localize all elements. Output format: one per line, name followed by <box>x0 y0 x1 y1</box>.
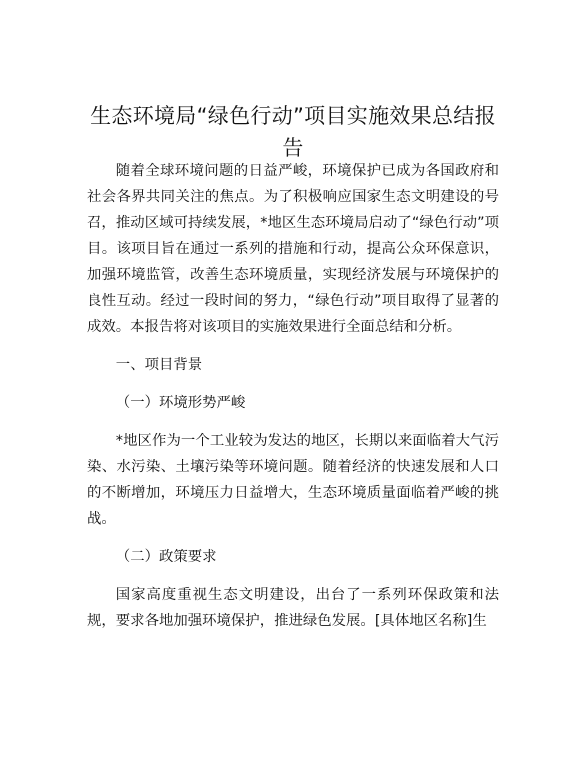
subsection-heading-environment-situation: （一）环境形势严峻 <box>115 395 246 411</box>
section-heading-project-background: 一、项目背景 <box>115 357 203 373</box>
policy-requirements-paragraph: 国家高度重视生态文明建设，出台了一系列环保政策和法规，要求各地加强环境保护，推进绿色发展。[具体地区名称]生 <box>87 587 499 629</box>
intro-paragraph: 随着全球环境问题的日益严峻，环境保护已成为各国政府和社会各界共同关注的焦点。为了积极响应国家生态文明建设的号召，推动区域可持续发展，*地区生态环境局启动了“绿色行动”项目。该项目旨在通过一系列的措施和行动，提高公众环保意识，加强环境监管，改善生态环境质量，实现经济发展与环境保护的良性互动。经过一段时间的努力，“绿色行动”项目取得了显著的成效。本报告将对该项目的实施效果进行全面总结和分析。 <box>87 163 499 335</box>
document-title: 生态环境局“绿色行动”项目实施效果总结报告 <box>90 104 496 160</box>
document-body <box>87 158 499 634</box>
environment-situation-paragraph: *地区作为一个工业较为发达的地区，长期以来面临着大气污染、水污染、土壤污染等环境问题。随着经济的快速发展和人口的不断增加，环境压力日益增大，生态环境质量面临着严峻的挑战。 <box>87 433 499 527</box>
subsection-heading-policy-requirements: （二）政策要求 <box>115 549 217 565</box>
